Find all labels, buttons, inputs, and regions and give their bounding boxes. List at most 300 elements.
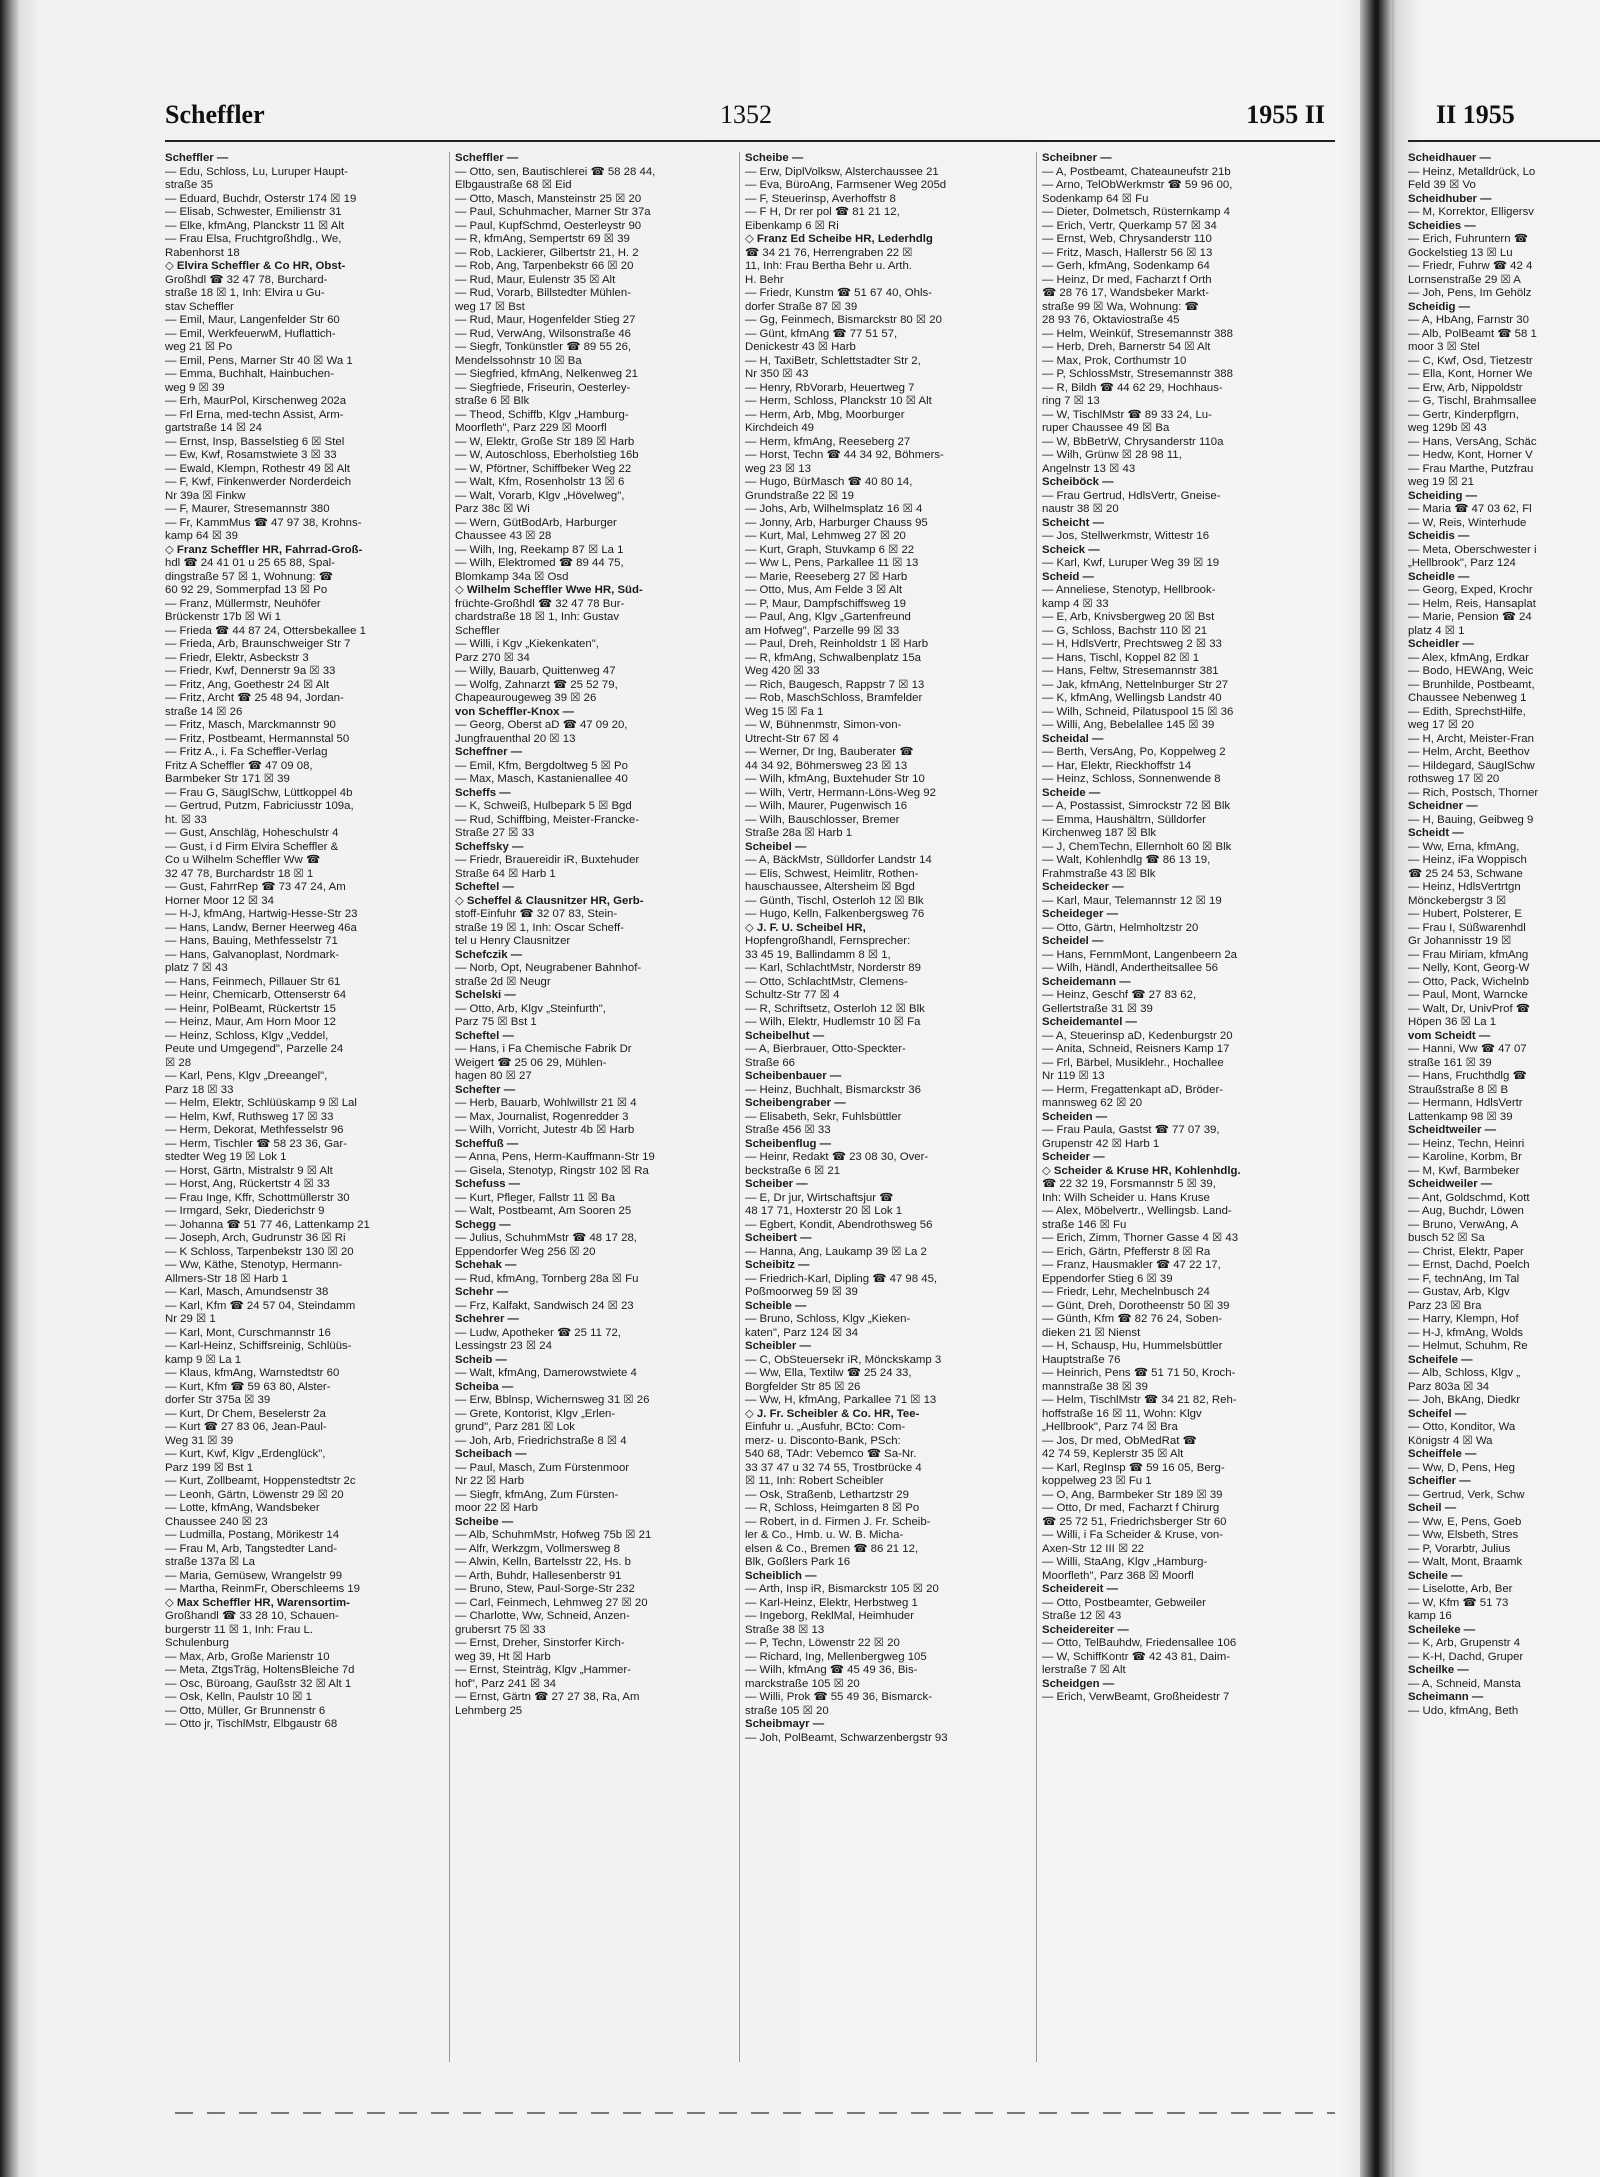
- directory-entry-line: — Hans, Tischl, Koppel 82 ☒ 1: [1042, 651, 1200, 664]
- directory-entry-line: — Gustav, Arb, Klgv: [1408, 1286, 1510, 1298]
- directory-entry-line: — J, ChemTechn, Ellernholt 60 ☒ Blk: [1042, 840, 1232, 853]
- directory-entry-line: Scheidler —: [1408, 638, 1474, 650]
- directory-entry-line: — Rob, Ang, Tarpenbekstr 66 ☒ 20: [455, 260, 634, 272]
- directory-entry-line: beckstraße 6 ☒ 21: [745, 1164, 841, 1177]
- directory-entry-line: Peute und Umgegend", Parzelle 24: [165, 1043, 344, 1055]
- directory-entry-line: Straße 12 ☒ 43: [1042, 1610, 1122, 1622]
- directory-entry-line: Hopfengroßhandl, Fernsprecher:: [745, 935, 911, 947]
- directory-entry-line: Parz 18 ☒ 33: [165, 1083, 234, 1096]
- directory-entry-line: Scheile —: [1408, 1569, 1463, 1582]
- directory-entry-line: Lornsenstraße 29 ☒ A: [1408, 273, 1521, 286]
- directory-entry-line: 48 17 71, Hoxterstr 20 ☒ Lok 1: [745, 1205, 903, 1217]
- directory-entry-line: Gr Johannisstr 19 ☒: [1408, 935, 1512, 947]
- directory-entry-line: von Scheffler-Knox —: [455, 705, 574, 718]
- directory-entry-line: — Marie, Reeseberg 27 ☒ Harb: [745, 570, 908, 583]
- directory-entry-line: — Paul, Ang, Klgv „Gartenfreund: [745, 611, 911, 623]
- directory-entry-line: dorfer Straße 87 ☒ 39: [745, 300, 858, 313]
- directory-entry-line: Schehr —: [455, 1286, 509, 1298]
- directory-entry-line: Moorfleth", Parz 229 ☒ Moorfl: [455, 422, 607, 434]
- directory-entry-line: — Ww, Elsbeth, Stres: [1408, 1529, 1519, 1541]
- directory-entry-line: — Leonh, Gärtn, Löwenstr 29 ☒ 20: [165, 1488, 344, 1501]
- directory-entry-line: — P, Maur, Dampfschiffsweg 19: [745, 597, 907, 610]
- directory-entry-line: — Alb, PolBeamt ☎ 58 1: [1408, 327, 1537, 340]
- directory-entry-line: Gockelstieg 13 ☒ Lu: [1408, 246, 1513, 259]
- directory-entry-line: — Karl, Masch, Amundsenstr 38: [165, 1286, 329, 1298]
- directory-entry-line: ler & Co., Hmb. u. W. B. Micha-: [745, 1529, 904, 1541]
- directory-entry-line: hdl ☎ 24 41 01 u 25 65 88, Spal-: [165, 557, 335, 569]
- directory-entry-line: — Heinz, Metalldrück, Lo: [1408, 165, 1536, 178]
- directory-entry-line: — Rud, Maur, Hogenfelder Stieg 27: [455, 314, 636, 326]
- directory-entry-line: — Elisabeth, Sekr, Fuhlsbüttler: [745, 1110, 902, 1123]
- column-divider: [449, 152, 450, 2062]
- directory-entry-line: — Heinz, HdlsVertrtgn: [1408, 881, 1521, 893]
- directory-entry-line: Chaussee Nebenweg 1: [1408, 692, 1527, 704]
- directory-entry-line: — Fr, KammMus ☎ 47 97 38, Krohns-: [165, 516, 362, 529]
- directory-entry-line: — Gertr, Kinderpflgrn,: [1408, 408, 1519, 421]
- directory-entry-line: Lessingstr 23 ☒ 24: [455, 1340, 552, 1352]
- directory-entry-line: grubersrt 75 ☒ 33: [455, 1623, 546, 1636]
- directory-entry-line: — Emil, Maur, Langenfelder Str 60: [165, 314, 340, 326]
- directory-entry-line: — R, Schriftsetz, Osterloh 12 ☒ Blk: [745, 1002, 925, 1015]
- directory-entry-line: Chaussee 43 ☒ 28: [455, 530, 552, 542]
- directory-entry-line: — Anneliese, Stenotyp, Hellbrook-: [1042, 584, 1216, 596]
- directory-entry-line: — Heinz, Maur, Am Horn Moor 12: [165, 1016, 336, 1028]
- directory-entry-line: — Elis, Schwest, Heimlitr, Rothen-: [745, 867, 919, 880]
- directory-entry-line: — Paul, Dreh, Reinholdstr 1 ☒ Harb: [745, 638, 929, 650]
- directory-entry-line: — Henry, RbVorarb, Heuertweg 7: [745, 381, 915, 394]
- directory-entry-line: — A, Schneid, Mansta: [1408, 1677, 1521, 1690]
- directory-entry-line: Brückenstr 17b ☒ Wi 1: [165, 611, 281, 623]
- directory-entry-line: Scheiding —: [1408, 489, 1477, 502]
- directory-entry-line: — Heinr, Redakt ☎ 23 08 30, Over-: [745, 1151, 929, 1163]
- directory-entry-line: — Herb, Dreh, Barnerstr 54 ☒ Alt: [1042, 341, 1211, 353]
- directory-entry-line: — Dieter, Dolmetsch, Rüsternkamp 4: [1042, 206, 1231, 218]
- directory-entry-line: — Anna, Pens, Herm-Kauffmann-Str 19: [455, 1151, 655, 1163]
- directory-entry-line: — Kurt, Dr Chem, Beselerstr 2a: [165, 1407, 326, 1420]
- directory-entry-line: — Otto, Pack, Wichelnb: [1408, 975, 1529, 988]
- directory-entry-line: Scheftel —: [455, 881, 514, 893]
- directory-entry-line: — Herm, Dekorat, Methfesselstr 96: [165, 1124, 344, 1136]
- directory-entry-line: straße 35: [165, 179, 214, 191]
- directory-entry-line: straße 161 ☒ 39: [1408, 1056, 1492, 1069]
- directory-entry-line: — Erich, Gärtn, Pfefferstr 8 ☒ Ra: [1042, 1245, 1211, 1258]
- directory-entry-line: Feld 39 ☒ Vo: [1408, 179, 1476, 191]
- directory-entry-line: — Herb, Bauarb, Wohlwillstr 21 ☒ 4: [455, 1097, 637, 1109]
- directory-entry-line: 32 47 78, Burchardstr 18 ☒ 1: [165, 867, 314, 880]
- directory-entry-line: 33 37 47 u 32 74 55, Trostbrücke 4: [745, 1461, 922, 1474]
- directory-entry-line: Scheffler —: [455, 152, 519, 164]
- directory-entry-line: H. Behr: [745, 273, 784, 286]
- directory-entry-line: Scheid —: [1042, 570, 1094, 583]
- directory-entry-line: — K, Schweiß, Hulbepark 5 ☒ Bgd: [455, 800, 632, 812]
- directory-entry-line: Großhdl ☎ 32 47 78, Burchard-: [165, 273, 328, 286]
- directory-entry-line: — H, TaxiBetr, Schlettstadter Str 2,: [745, 354, 921, 367]
- directory-entry-line: — Ww L, Pens, Parkallee 11 ☒ 13: [745, 557, 919, 569]
- directory-entry-line: — Kurt, Graph, Stuvkamp 6 ☒ 22: [745, 543, 915, 556]
- directory-entry-line: Parz 270 ☒ 34: [455, 651, 530, 664]
- directory-entry-line: Schelski —: [455, 989, 516, 1001]
- directory-entry-line: Nr 22 ☒ Harb: [455, 1475, 525, 1487]
- directory-entry-line: platz 4 ☒ 1: [1408, 624, 1465, 637]
- directory-entry-line: — Walt, Dr, UnivProf ☎: [1408, 1002, 1530, 1015]
- directory-entry-line: Scheftel —: [455, 1029, 514, 1042]
- directory-entry-line: — Frl, Bärbel, Musiklehr., Hochallee: [1042, 1056, 1224, 1069]
- directory-entry-line: — Gertrud, Verk, Schw: [1408, 1488, 1525, 1501]
- directory-entry-line: Scheidis —: [1408, 530, 1470, 542]
- directory-entry-line: — Herm, Tischler ☎ 58 23 36, Gar-: [165, 1137, 347, 1150]
- directory-entry-line: 60 92 29, Sommerpfad 13 ☒ Po: [165, 584, 328, 596]
- directory-entry-line: — Emma, Haushältrn, Sülldorfer: [1042, 813, 1206, 826]
- directory-entry-line: — Karl, Kfm ☎ 24 57 04, Steindamm: [165, 1299, 356, 1312]
- directory-entry-line: — Alex, kfmAng, Erdkar: [1408, 651, 1529, 664]
- directory-entry-line: — Frau I, Süßwarenhdl: [1408, 921, 1526, 934]
- directory-entry-line: Scheffler: [455, 624, 500, 637]
- directory-entry-line: — W, Bühnenmstr, Simon-von-: [745, 719, 902, 731]
- directory-entry-line: — Emil, Kfm, Bergdoltweg 5 ☒ Po: [455, 759, 628, 772]
- column-divider: [739, 152, 740, 2062]
- directory-entry-line: Fritz A Scheffler ☎ 47 09 08,: [165, 759, 313, 772]
- directory-entry-line: Moorfleth", Parz 368 ☒ Moorfl: [1042, 1569, 1194, 1582]
- directory-entry-line: — Ingeborg, ReklMal, Heimhuder: [745, 1610, 915, 1622]
- directory-entry-line: — R, Bildh ☎ 44 62 29, Hochhaus-: [1042, 381, 1223, 394]
- directory-entry-line: — Hans, VersAng, Schäc: [1408, 435, 1537, 448]
- directory-entry-line: — A, HbAng, Farnstr 30: [1408, 314, 1529, 326]
- directory-entry-line: — Paul, Masch, Zum Fürstenmoor: [455, 1461, 630, 1474]
- directory-entry-line: — Marie, Pension ☎ 24: [1408, 611, 1532, 623]
- directory-entry-line: — A, Postassist, Simrockstr 72 ☒ Blk: [1042, 800, 1231, 812]
- directory-entry-line: — Hans, Bauing, Methfesselstr 71: [165, 935, 338, 947]
- directory-entry-line: Scheidel —: [1042, 935, 1104, 947]
- directory-entry-line: — Grete, Kontorist, Klgv „Erlen-: [455, 1407, 616, 1420]
- directory-entry-line: Weigert ☎ 25 06 29, Mühlen-: [455, 1056, 607, 1069]
- directory-entry-line: Mönckebergstr 3 ☒: [1408, 894, 1507, 907]
- directory-entry-line: — Walt, Mont, Braamk: [1408, 1556, 1523, 1568]
- directory-entry-line: — Erw, Arb, Nippoldstr: [1408, 381, 1523, 394]
- directory-entry-line: — K, kfmAng, Wellingsb Landstr 40: [1042, 692, 1222, 704]
- directory-entry-line: — Walt, Vorarb, Klgv „Hövelweg",: [455, 489, 625, 502]
- directory-entry-line: — Johanna ☎ 51 77 46, Lattenkamp 21: [165, 1218, 370, 1231]
- directory-entry-line: — Fritz, Masch, Hallerstr 56 ☒ 13: [1042, 246, 1213, 259]
- directory-entry-line: Lattenkamp 98 ☒ 39: [1408, 1110, 1513, 1123]
- directory-entry-line: — F, technAng, Im Tal: [1408, 1272, 1520, 1285]
- directory-entry-line: Axen-Str 12 III ☒ 22: [1042, 1542, 1145, 1555]
- directory-entry-line: ◇ Scheider & Kruse HR, Kohlenhdlg.: [1042, 1164, 1241, 1177]
- directory-entry-line: — Friedr, Kwf, Dennerstr 9a ☒ 33: [165, 665, 336, 677]
- directory-entry-line: Scheidemantel —: [1042, 1016, 1137, 1028]
- directory-entry-line: — Jos, Dr med, ObMedRat ☎: [1042, 1434, 1197, 1447]
- directory-entry-line: moor 22 ☒ Harb: [455, 1502, 539, 1514]
- directory-entry-line: Nr 350 ☒ 43: [745, 368, 809, 380]
- directory-entry-line: — Harry, Klempn, Hof: [1408, 1313, 1519, 1325]
- directory-entry-line: ☎ 22 32 19, Forsmannstr 5 ☒ 39,: [1042, 1178, 1216, 1190]
- directory-entry-line: — Frau Miriam, kfmAng: [1408, 948, 1529, 961]
- directory-entry-line: platz 7 ☒ 43: [165, 962, 228, 974]
- directory-entry-line: — Helm, Elektr, Schlüüskamp 9 ☒ Lal: [165, 1097, 357, 1109]
- directory-entry-line: Scheibengraber —: [745, 1097, 846, 1109]
- directory-entry-line: Scheidgen —: [1042, 1677, 1115, 1690]
- directory-entry-line: Scheibelhut —: [745, 1029, 825, 1042]
- directory-entry-line: — Herm, kfmAng, Reeseberg 27: [745, 435, 911, 448]
- directory-entry-line: — Hildegard, SäuglSchw: [1408, 759, 1535, 772]
- directory-entry-line: — Jak, kfmAng, Nettelnburger Str 27: [1042, 678, 1229, 691]
- directory-entry-line: hoffstraße 16 ☒ 11, Wohn: Klgv: [1042, 1407, 1202, 1420]
- directory-entry-line: Frahmstraße 43 ☒ Blk: [1042, 867, 1156, 880]
- directory-entry-line: — Walt, Kohlenhdlg ☎ 86 13 19,: [1042, 854, 1211, 866]
- directory-entry-line: — Heinz, Schloss, Klgv „Veddel,: [165, 1029, 329, 1042]
- directory-entry-line: — Fritz, Archt ☎ 25 48 94, Jordan-: [165, 692, 344, 704]
- directory-entry-line: Scheiber —: [745, 1178, 808, 1190]
- directory-entry-line: — Heinz, Buchhalt, Bismarckstr 36: [745, 1083, 921, 1096]
- directory-entry-line: Parz 199 ☒ Bst 1: [165, 1461, 254, 1474]
- directory-entry-line: katen", Parz 124 ☒ 34: [745, 1326, 859, 1339]
- directory-entry-line: dingstraße 57 ☒ 1, Wohnung: ☎: [165, 570, 333, 583]
- directory-entry-line: — Max, Prok, Corthumstr 10: [1042, 354, 1187, 367]
- directory-entry-line: — Georg, Oberst aD ☎ 47 09 20,: [455, 719, 628, 731]
- directory-entry-line: — Alb, Schloss, Klgv „: [1408, 1367, 1521, 1379]
- directory-entry-line: — Frz, Kalfakt, Sandwisch 24 ☒ 23: [455, 1299, 634, 1312]
- directory-entry-line: Chaussee 240 ☒ 23: [165, 1515, 268, 1528]
- directory-entry-line: Scheidereiter —: [1042, 1623, 1129, 1636]
- directory-entry-line: — P, Vorarbtr, Julius: [1408, 1542, 1511, 1555]
- directory-entry-line: Schulenburg: [165, 1637, 229, 1649]
- directory-entry-line: — Kurt, Kwf, Klgv „Erdenglück",: [165, 1448, 326, 1460]
- directory-entry-line: ☎ 34 21 76, Herrengraben 22 ☒: [745, 246, 913, 259]
- directory-entry-line: — Hans, Feltw, Stresemannstr 381: [1042, 665, 1219, 677]
- directory-entry-line: — Julius, SchuhmMstr ☎ 48 17 28,: [455, 1232, 637, 1244]
- directory-entry-line: — Hugo, BürMasch ☎ 40 80 14,: [745, 476, 913, 488]
- directory-entry-line: — Otto jr, TischlMstr, Elbgaustr 68: [165, 1718, 338, 1730]
- directory-entry-line: Barmbeker Str 171 ☒ 39: [165, 773, 290, 785]
- directory-entry-line: — Rud, Maur, Eulenstr 35 ☒ Alt: [455, 273, 616, 286]
- directory-entry-line: Straße 456 ☒ 33: [745, 1124, 831, 1136]
- directory-entry-line: — Erh, MaurPol, Kirschenweg 202a: [165, 395, 347, 407]
- directory-entry-line: 44 34 92, Böhmersweg 23 ☒ 13: [745, 759, 908, 772]
- directory-entry-line: — Elisab, Schwester, Emilienstr 31: [165, 206, 342, 218]
- directory-entry-line: — Ernst, Steinträg, Klgv „Hammer-: [455, 1664, 631, 1676]
- directory-entry-line: 540 68, TAdr: Vebemco ☎ Sa-Nr.: [745, 1448, 917, 1460]
- directory-entry-line: — Ww, Käthe, Stenotyp, Hermann-: [165, 1259, 343, 1271]
- directory-entry-line: — R, kfmAng, Sempertstr 69 ☒ 39: [455, 233, 630, 245]
- directory-entry-line: — Paul, KupfSchmd, Oesterleystr 90: [455, 219, 642, 232]
- directory-entry-line: — Norb, Opt, Neugrabener Bahnhof-: [455, 962, 642, 974]
- directory-entry-line: Kirchdeich 49: [745, 422, 815, 434]
- directory-entry-line: — Kurt, Pfleger, Fallstr 11 ☒ Ba: [455, 1191, 616, 1204]
- directory-entry-line: — Siegfr, Tonkünstler ☎ 89 55 26,: [455, 341, 632, 353]
- directory-entry-line: Parz 803a ☒ 34: [1408, 1380, 1490, 1393]
- directory-entry-line: — W, TischlMstr ☎ 89 33 24, Lu-: [1042, 408, 1212, 421]
- directory-entry-line: — Richard, Ing, Mellenbergweg 105: [745, 1650, 927, 1663]
- directory-entry-line: — Fritz, Masch, Marckmannstr 90: [165, 719, 336, 731]
- directory-entry-line: — Klaus, kfmAng, Warnstedtstr 60: [165, 1367, 340, 1379]
- directory-entry-line: vom Scheidt —: [1408, 1029, 1491, 1042]
- directory-entry-line: — Kurt, Zollbeamt, Hoppenstedtstr 2c: [165, 1475, 356, 1487]
- directory-entry-line: Schehak —: [455, 1259, 517, 1271]
- directory-entry-line: — Otto, TelBauhdw, Friedensallee 106: [1042, 1637, 1237, 1649]
- directory-entry-line: — Ew, Kwf, Rosamstwiete 3 ☒ 33: [165, 449, 337, 461]
- directory-entry-line: ◇ Scheffel & Clausnitzer HR, Gerb-: [455, 894, 644, 907]
- directory-entry-line: koppelweg 23 ☒ Fu 1: [1042, 1475, 1152, 1487]
- directory-entry-line: — Ww, Erna, kfmAng,: [1408, 840, 1520, 853]
- directory-entry-line: — P, Techn, Löwenstr 22 ☒ 20: [745, 1637, 900, 1649]
- directory-entry-line: früchte-Großhdl ☎ 32 47 78 Bur-: [455, 597, 625, 610]
- directory-entry-line: — Alex, Möbelvertr., Wellingsb. Land-: [1042, 1205, 1232, 1217]
- directory-entry-line: Scheiden —: [1042, 1110, 1108, 1123]
- running-head-name: Scheffler: [165, 100, 265, 129]
- directory-entry-line: Scheffs —: [455, 786, 511, 799]
- directory-entry-line: — H-J, kfmAng, Hartwig-Hesse-Str 23: [165, 908, 358, 920]
- directory-entry-line: tel u Henry Clausnitzer: [455, 935, 571, 947]
- footer-dashes: [175, 2112, 1335, 2114]
- directory-entry-line: — Wilh, Elektr, Hudlemstr 10 ☒ Fa: [745, 1016, 921, 1028]
- directory-entry-line: — Ludw, Apotheker ☎ 25 11 72,: [455, 1326, 621, 1339]
- directory-entry-line: — Otto, Dr med, Facharzt f Chirurg: [1042, 1502, 1220, 1514]
- directory-entry-line: — Frau Gertrud, HdlsVertr, Gneise-: [1042, 489, 1221, 502]
- directory-entry-line: Hauptstraße 76: [1042, 1353, 1121, 1366]
- directory-entry-line: — Jos, Stellwerkmstr, Wittestr 16: [1042, 530, 1210, 542]
- directory-entry-line: Scheiffele —: [1408, 1448, 1477, 1460]
- directory-entry-line: Scheifele —: [1408, 1353, 1473, 1366]
- directory-entry-line: ☒ 28: [165, 1056, 192, 1069]
- directory-entry-line: — F, Steuerinsp, Averhoffstr 8: [745, 192, 896, 205]
- directory-entry-line: weg 129b ☒ 43: [1408, 422, 1487, 434]
- directory-entry-line: Nr 29 ☒ 1: [165, 1313, 216, 1325]
- directory-entry-line: ☎ 25 72 51, Friedrichsberger Str 60: [1042, 1515, 1227, 1528]
- directory-entry-line: — Karl, Kwf, Luruper Weg 39 ☒ 19: [1042, 557, 1220, 569]
- directory-entry-line: Scheib —: [455, 1353, 507, 1366]
- directory-entry-line: — Franz, Müllermstr, Neuhöfer: [165, 597, 321, 610]
- directory-entry-line: — Karl, Mont, Curschmannstr 16: [165, 1326, 331, 1339]
- directory-entry-line: Scheidig —: [1408, 300, 1471, 313]
- directory-entry-line: Scheidereit —: [1042, 1583, 1118, 1595]
- directory-entry-line: kamp 4 ☒ 33: [1042, 597, 1109, 610]
- directory-entry-line: straße 137a ☒ La: [165, 1556, 255, 1568]
- directory-entry-line: — W, Pförtner, Schiffbeker Weg 22: [455, 462, 632, 475]
- directory-entry-line: Rabenhorst 18: [165, 246, 240, 259]
- directory-entry-line: — Maria ☎ 47 03 62, Fl: [1408, 503, 1532, 515]
- directory-entry-line: — Max, Arb, Große Marienstr 10: [165, 1650, 330, 1663]
- directory-entry-line: kamp 9 ☒ La 1: [165, 1353, 242, 1366]
- directory-entry-line: Gellertstraße 31 ☒ 39: [1042, 1002, 1153, 1015]
- directory-entry-line: — Hans, i Fa Chemische Fabrik Dr: [455, 1043, 632, 1055]
- directory-entry-line: — Wilh, Maurer, Pugenwisch 16: [745, 800, 908, 812]
- directory-entry-line: weg 9 ☒ 39: [165, 381, 225, 394]
- directory-entry-line: — Ernst, Web, Chrysanderstr 110: [1042, 233, 1212, 245]
- directory-entry-line: — Anita, Schneid, Reisners Kamp 17: [1042, 1043, 1230, 1055]
- directory-entry-line: — Willi, Prok ☎ 55 49 36, Bismarck-: [745, 1691, 932, 1703]
- directory-entry-line: Parz 75 ☒ Bst 1: [455, 1016, 537, 1028]
- directory-entry-line: ◇ Elvira Scheffler & Co HR, Obst-: [165, 260, 346, 272]
- directory-entry-line: Scheibach —: [455, 1448, 527, 1460]
- directory-entry-line: — Wilh, Bauschlosser, Bremer: [745, 813, 900, 826]
- directory-entry-line: Grupenstr 42 ☒ Harb 1: [1042, 1137, 1160, 1150]
- directory-entry-line: — Bruno, Schloss, Klgv „Kieken-: [745, 1313, 911, 1325]
- directory-entry-line: Scheidhuber —: [1408, 192, 1492, 205]
- directory-entry-line: grund", Parz 281 ☒ Lok: [455, 1421, 576, 1433]
- directory-entry-line: 11, Inh: Frau Bertha Behr u. Arth.: [745, 260, 912, 272]
- directory-entry-line: — Heinz, Dr med, Facharzt f Orth: [1042, 273, 1212, 286]
- directory-entry-line: — Heinz, Geschf ☎ 27 83 62,: [1042, 989, 1197, 1001]
- directory-entry-line: ◇ J. F. U. Scheibel HR,: [745, 921, 866, 934]
- directory-entry-line: — Maria, Gemüsew, Wrangelstr 99: [165, 1569, 343, 1582]
- directory-entry-line: — Ewald, Klempn, Rothestr 49 ☒ Alt: [165, 462, 350, 475]
- directory-entry-line: straße 105 ☒ 20: [745, 1704, 829, 1717]
- directory-entry-line: Scheible —: [745, 1299, 807, 1312]
- directory-entry-line: Scheidhauer —: [1408, 152, 1491, 164]
- directory-entry-line: — Hans, Feinmech, Pillauer Str 61: [165, 975, 341, 988]
- running-head-year: 1955 II: [1246, 100, 1325, 129]
- directory-entry-line: — Gertrud, Putzm, Fabriciusstr 109a,: [165, 800, 354, 812]
- directory-entry-line: — Paul, Mont, Warncke: [1408, 989, 1528, 1001]
- directory-entry-line: ◇ Franz Scheffler HR, Fahrrad-Groß-: [165, 543, 363, 556]
- directory-entry-line: — W, SchiffKontr ☎ 42 43 81, Daim-: [1042, 1650, 1231, 1663]
- directory-entry-line: — Osk, Kelln, Paulstr 10 ☒ 1: [165, 1691, 312, 1703]
- directory-entry-line: — Horst, Ang, Rückertstr 4 ☒ 33: [165, 1178, 330, 1190]
- directory-entry-line: — Lotte, kfmAng, Wandsbeker: [165, 1502, 320, 1514]
- directory-entry-line: merz- u. Disconto-Bank, PSch:: [745, 1434, 901, 1447]
- directory-entry-line: Straße 27 ☒ 33: [455, 827, 535, 839]
- directory-entry-line: Nr 119 ☒ 13: [1042, 1070, 1105, 1082]
- directory-entry-line: — Walt, Kfm, Rosenholstr 13 ☒ 6: [455, 476, 625, 488]
- directory-entry-line: — Rud, Vorarb, Billstedter Mühlen-: [455, 287, 631, 299]
- directory-entry-line: ◇ J. Fr. Scheibler & Co. HR, Tee-: [745, 1407, 920, 1420]
- directory-entry-line: — Heinr, Chemicarb, Ottenserstr 64: [165, 989, 347, 1001]
- directory-entry-line: — Heinz, Schloss, Sonnenwende 8: [1042, 773, 1221, 785]
- directory-entry-line: straße 6 ☒ Blk: [455, 395, 530, 407]
- directory-entry-line: Scheidies —: [1408, 219, 1476, 232]
- directory-entry-line: Weg 15 ☒ Fa 1: [745, 705, 824, 718]
- directory-entry-line: Blk, Goßlers Park 16: [745, 1556, 851, 1568]
- directory-entry-line: — Herm, Fregattenkapt aD, Bröder-: [1042, 1083, 1224, 1096]
- directory-entry-line: Kirchenweg 187 ☒ Blk: [1042, 827, 1157, 839]
- directory-entry-line: ◇ Franz Ed Scheibe HR, Lederhdlg: [745, 233, 933, 245]
- directory-entry-line: Scheffsky —: [455, 840, 524, 853]
- directory-entry-line: — Ww, Ella, Textilw ☎ 25 24 33,: [745, 1367, 912, 1379]
- directory-entry-line: — Har, Elektr, Rieckhoffstr 14: [1042, 759, 1192, 772]
- directory-entry-line: Straußstraße 8 ☒ B: [1408, 1083, 1509, 1096]
- directory-entry-line: — Gisela, Stenotyp, Ringstr 102 ☒ Ra: [455, 1164, 649, 1177]
- directory-entry-line: — Wern, GütBodArb, Harburger: [455, 516, 617, 529]
- directory-entry-line: — Friedr, Brauereidir iR, Buxtehuder: [455, 854, 640, 866]
- directory-entry-line: — Wilh, Vorricht, Jutestr 4b ☒ Harb: [455, 1124, 635, 1136]
- directory-entry-line: — Franz, Hausmakler ☎ 47 22 17,: [1042, 1259, 1221, 1271]
- directory-entry-line: — Joh, Pens, Im Gehölz: [1408, 287, 1532, 299]
- directory-column-right-page: [1408, 152, 1600, 2082]
- directory-entry-line: — Ernst, Gärtn ☎ 27 27 38, Ra, Am: [455, 1691, 640, 1703]
- directory-entry-line: Nr 39a ☒ Finkw: [165, 489, 246, 502]
- directory-entry-line: — Max, Masch, Kastanienallee 40: [455, 773, 628, 785]
- directory-entry-line: — Heinr, PolBeamt, Rückertstr 15: [165, 1002, 336, 1015]
- directory-entry-line: — Berth, VersAng, Po, Koppelweg 2: [1042, 746, 1226, 758]
- directory-entry-line: — Alfr, Werkzgm, Vollmersweg 8: [455, 1542, 621, 1555]
- directory-entry-line: — Wilh, Vertr, Hermann-Löns-Weg 92: [745, 786, 936, 799]
- directory-entry-line: — Ernst, Insp, Basselstieg 6 ☒ Stel: [165, 435, 345, 448]
- directory-entry-line: — Karl-Heinz, Elektr, Herbstweg 1: [745, 1596, 918, 1609]
- directory-entry-line: „Hellbrook", Parz 74 ☒ Bra: [1042, 1421, 1178, 1433]
- directory-entry-line: Lehmberg 25: [455, 1704, 523, 1717]
- directory-entry-line: — Irmgard, Sekr, Diederichstr 9: [165, 1205, 325, 1217]
- directory-entry-line: mannstraße 38 ☒ 39: [1042, 1380, 1148, 1393]
- directory-entry-line: Scheider —: [1042, 1151, 1105, 1163]
- directory-entry-line: Eibenkamp 6 ☒ Ri: [745, 219, 839, 232]
- directory-entry-line: — Siegfr, kfmAng, Zum Fürsten-: [455, 1488, 619, 1501]
- directory-entry-line: Blomkamp 34a ☒ Osd: [455, 570, 569, 583]
- directory-entry-line: Scheibmayr —: [745, 1718, 825, 1730]
- directory-entry-line: — A, Steuerinsp aD, Kedenburgstr 20: [1042, 1029, 1233, 1042]
- directory-entry-line: straße 18 ☒ 1, Inh: Elvira u Gu-: [165, 287, 325, 299]
- right-page-year: II 1955: [1436, 100, 1515, 129]
- directory-entry-line: Königstr 4 ☒ Wa: [1408, 1434, 1493, 1447]
- directory-entry-line: burgerstr 11 ☒ 1, Inh: Frau L.: [165, 1623, 314, 1636]
